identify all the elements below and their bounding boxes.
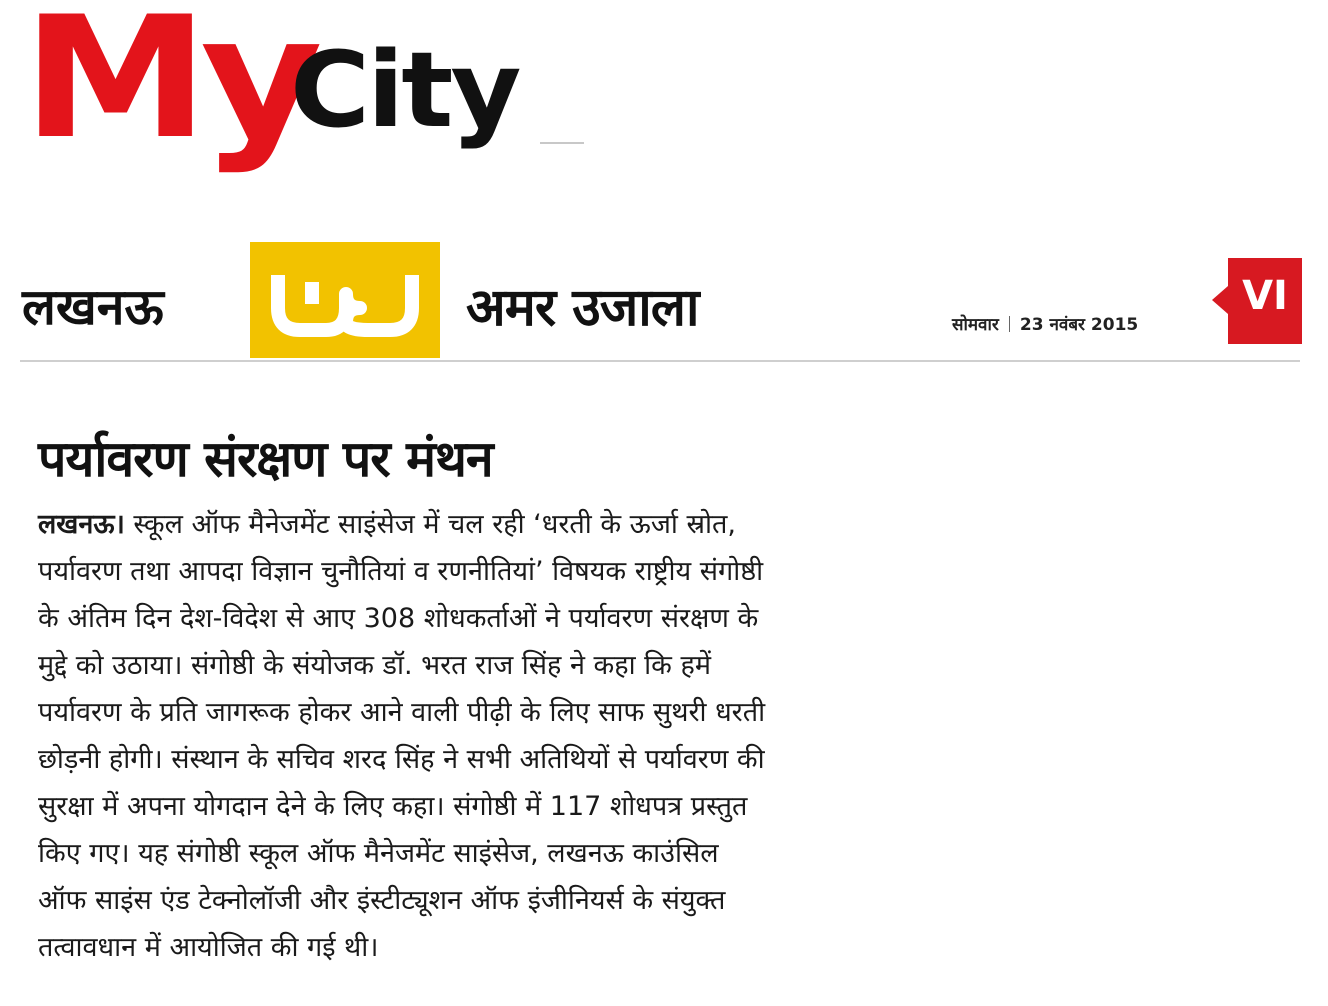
article-line: किए गए। यह संगोष्ठी स्कूल ऑफ मैनेजमेंट साइंसेज, लखनऊ काउंसिल xyxy=(38,838,719,869)
dateline-separator xyxy=(1009,316,1010,332)
masthead-date: 23 नवंबर 2015 xyxy=(1019,315,1139,335)
article-headline: पर्यावरण संरक्षण पर मंथन xyxy=(38,430,493,488)
masthead-day: सोमवार xyxy=(952,315,999,335)
masthead-city: लखनऊ xyxy=(22,278,164,336)
page-number-badge xyxy=(1212,258,1302,344)
masthead xyxy=(22,242,1302,364)
page-number: VI xyxy=(1242,273,1288,319)
amar-ujala-logo-mark xyxy=(250,242,440,358)
article-line: पर्यावरण तथा आपदा विज्ञान चुनौतियां व रणनीतियां’ विषयक राष्ट्रीय संगोष्ठी xyxy=(38,556,764,587)
masthead-paper-name: अमर उजाला xyxy=(466,278,699,338)
masthead-dateline xyxy=(952,316,1138,334)
article-dateline: लखनऊ। xyxy=(38,509,125,540)
article-line: के अंतिम दिन देश-विदेश से आए 308 शोधकर्ताओं ने पर्यावरण संरक्षण के xyxy=(38,603,759,634)
article-line xyxy=(38,501,968,548)
article-line: तत्वावधान में आयोजित की गई थी। xyxy=(38,932,379,963)
mycity-logo xyxy=(22,0,582,198)
article-line: छोड़नी होगी। संस्थान के सचिव शरद सिंह ने सभी अतिथियों से पर्यावरण की xyxy=(38,744,765,775)
mycity-logo-my: My xyxy=(22,0,314,176)
article-line: पर्यावरण के प्रति जागरूक होकर आने वाली पीढ़ी के लिए साफ सुथरी धरती xyxy=(38,697,766,728)
article-line-text: स्कूल ऑफ मैनेजमेंट साइंसेज में चल रही ‘धरती के ऊर्जा स्रोत, xyxy=(133,509,736,540)
article-line: मुद्दे को उठाया। संगोष्ठी के संयोजक डॉ. भरत राज सिंह ने कहा कि हमें xyxy=(38,650,711,681)
badge-pointer-icon xyxy=(1212,286,1228,314)
article-body xyxy=(38,501,968,971)
article-line: ऑफ साइंस एंड टेक्नोलॉजी और इंस्टीट्यूशन ऑफ इंजीनियर्स के संयुक्त xyxy=(38,885,726,916)
logo-underline xyxy=(540,142,584,144)
article-line: सुरक्षा में अपना योगदान देने के लिए कहा। संगोष्ठी में 117 शोधपत्र प्रस्तुत xyxy=(38,791,748,822)
amar-ujala-logo-icon xyxy=(250,242,440,358)
masthead-divider xyxy=(20,360,1300,362)
article xyxy=(38,432,968,971)
mycity-logo-city: City xyxy=(290,29,519,151)
